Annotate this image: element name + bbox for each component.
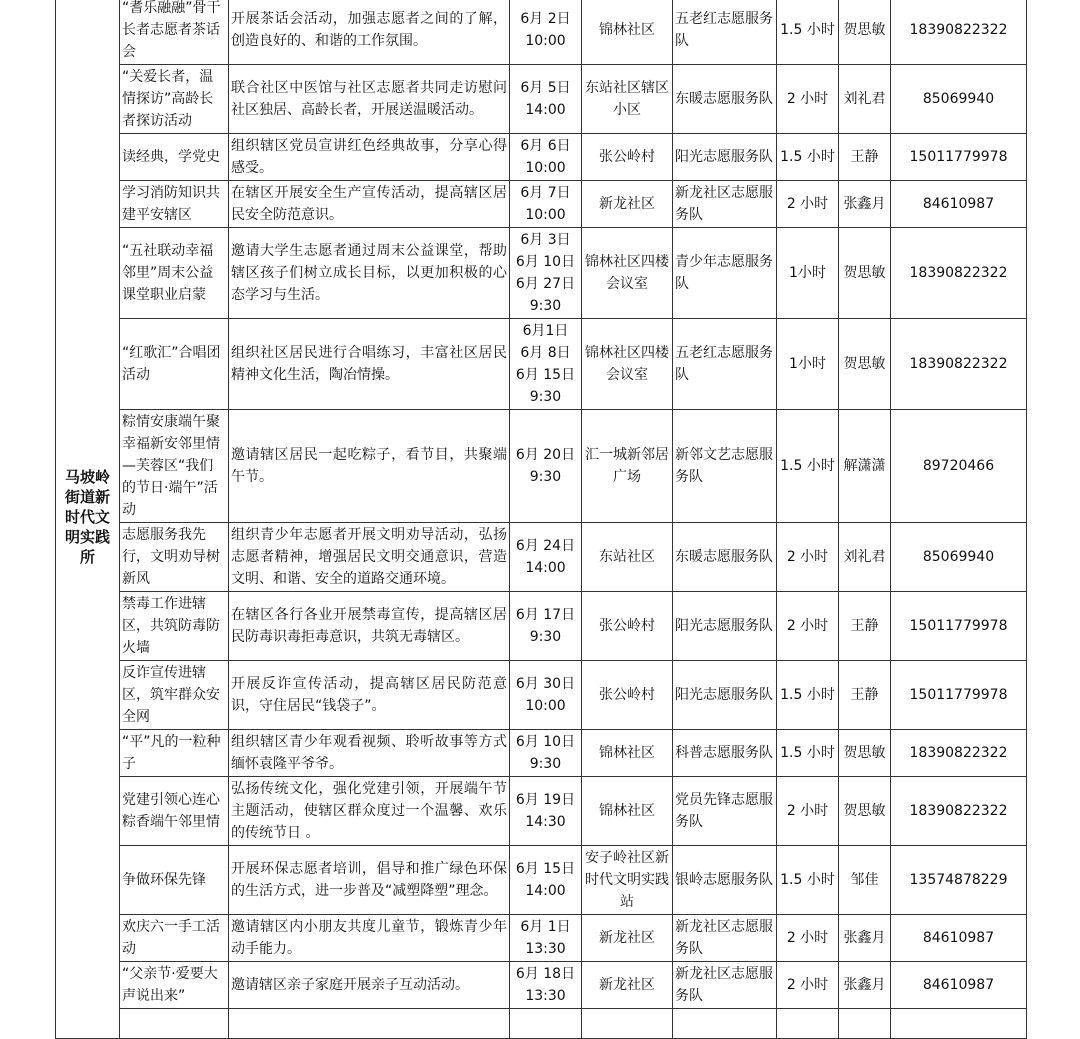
activity-description-cell: 在辖区各行各业开展禁毒宣传，提高辖区居民防毒识毒拒毒意识，共筑无毒辖区。: [229, 592, 510, 661]
contact-person-cell: 解潇潇: [839, 410, 891, 523]
activity-title-cell: “父亲节·爱要大声说出来”: [120, 962, 229, 1009]
contact-phone-cell: 84610987: [891, 181, 1027, 228]
activity-time-cell: 6月 5日 14:00: [510, 65, 582, 134]
activity-description-cell: 邀请辖区亲子家庭开展亲子互动活动。: [229, 962, 510, 1009]
table-row: [56, 962, 1080, 1009]
activity-location-cell: 东站社区辖区小区: [582, 65, 673, 134]
volunteer-team-cell: 阳光志愿服务队: [673, 592, 777, 661]
duration-cell: 1小时: [777, 319, 839, 410]
duration-cell: 1.5 小时: [777, 410, 839, 523]
contact-person-cell: 张鑫月: [839, 181, 891, 228]
activity-title-cell: 争做环保先锋: [120, 846, 229, 915]
activity-title-cell: “平”凡的一粒种子: [120, 730, 229, 777]
contact-phone-cell: 89720466: [891, 410, 1027, 523]
volunteer-team-cell: 新龙社区志愿服务队: [673, 962, 777, 1009]
duration-cell: 2 小时: [777, 962, 839, 1009]
table-row: [56, 65, 1080, 134]
activity-description-cell: 在辖区开展安全生产宣传活动，提高辖区居民安全防范意识。: [229, 181, 510, 228]
contact-phone-cell: 85069940: [891, 65, 1027, 134]
empty-cell: [510, 1009, 582, 1039]
contact-phone-cell: 84610987: [891, 962, 1027, 1009]
activity-title-cell: 志愿服务我先行，文明劝导树新风: [120, 523, 229, 592]
volunteer-team-cell: 党员先锋志愿服务队: [673, 777, 777, 846]
duration-cell: 1.5 小时: [777, 0, 839, 65]
table-row: [56, 777, 1080, 846]
contact-person-cell: 贺思敏: [839, 0, 891, 65]
activity-title-cell: 欢庆六一手工活动: [120, 915, 229, 962]
activity-location-cell: 新龙社区: [582, 962, 673, 1009]
contact-person-cell: 贺思敏: [839, 319, 891, 410]
activity-time-cell: 6月 19日 14:30: [510, 777, 582, 846]
contact-person-cell: 邹佳: [839, 846, 891, 915]
contact-phone-cell: 18390822322: [891, 730, 1027, 777]
activity-location-cell: 锦林社区: [582, 0, 673, 65]
activity-title-cell: 禁毒工作进辖区，共筑防毒防火墙: [120, 592, 229, 661]
empty-cell: [229, 1009, 510, 1039]
table-row: [56, 0, 1080, 65]
activity-location-cell: 汇一城新邻居广场: [582, 410, 673, 523]
table-row: [56, 846, 1080, 915]
volunteer-team-cell: 东暖志愿服务队: [673, 523, 777, 592]
activity-time-cell: 6月 3日 6月 10日 6月 27日 9:30: [510, 228, 582, 319]
volunteer-team-cell: 阳光志愿服务队: [673, 661, 777, 730]
table-row: [56, 134, 1080, 181]
activity-title-cell: “五社联动幸福邻里”周末公益课堂职业启蒙: [120, 228, 229, 319]
activity-time-cell: 6月 24日 14:00: [510, 523, 582, 592]
activity-location-cell: 锦林社区: [582, 777, 673, 846]
activity-description-cell: 邀请大学生志愿者通过周末公益课堂，帮助辖区孩子们树立成长目标，以更加积极的心态学习与生活。: [229, 228, 510, 319]
activity-time-cell: 6月 7日 10:00: [510, 181, 582, 228]
contact-phone-cell: 18390822322: [891, 777, 1027, 846]
duration-cell: 1小时: [777, 228, 839, 319]
contact-phone-cell: 18390822322: [891, 319, 1027, 410]
duration-cell: 2 小时: [777, 523, 839, 592]
activity-title-cell: 粽情安康端午聚幸福新安邻里情—芙蓉区“我们的节日·端午”活动: [120, 410, 229, 523]
table-row: [56, 592, 1080, 661]
activity-title-cell: 读经典，学党史: [120, 134, 229, 181]
contact-phone-cell: 18390822322: [891, 228, 1027, 319]
activity-description-cell: 邀请辖区内小朋友共度儿童节，锻炼青少年动手能力。: [229, 915, 510, 962]
table-row: [56, 523, 1080, 592]
activity-title-cell: 学习消防知识共建平安辖区: [120, 181, 229, 228]
activity-time-cell: 6月 10日 9:30: [510, 730, 582, 777]
table-row: [56, 410, 1080, 523]
duration-cell: 2 小时: [777, 777, 839, 846]
contact-phone-cell: 15011779978: [891, 661, 1027, 730]
activity-time-cell: 6月 6日 10:00: [510, 134, 582, 181]
contact-person-cell: 贺思敏: [839, 730, 891, 777]
empty-cell: [120, 1009, 229, 1039]
activity-title-cell: 反诈宣传进辖区，筑牢群众安全网: [120, 661, 229, 730]
contact-phone-cell: 13574878229: [891, 846, 1027, 915]
contact-person-cell: 贺思敏: [839, 777, 891, 846]
contact-person-cell: 刘礼君: [839, 523, 891, 592]
volunteer-team-cell: 科普志愿服务队: [673, 730, 777, 777]
table-row-partial: [56, 1009, 1080, 1039]
activity-title-cell: “关爱长者，温情探访”高龄长者探访活动: [120, 65, 229, 134]
activity-description-cell: 组织社区居民进行合唱练习，丰富社区居民精神文化生活，陶冶情操。: [229, 319, 510, 410]
table-row: [56, 181, 1080, 228]
empty-cell: [582, 1009, 673, 1039]
activity-location-cell: 新龙社区: [582, 915, 673, 962]
duration-cell: 1.5 小时: [777, 661, 839, 730]
activity-time-cell: 6月1日 6月 8日 6月 15日 9:30: [510, 319, 582, 410]
activity-location-cell: 锦林社区四楼会议室: [582, 319, 673, 410]
activity-description-cell: 组织辖区党员宣讲红色经典故事，分享心得感受。: [229, 134, 510, 181]
activity-title-cell: “红歌汇”合唱团活动: [120, 319, 229, 410]
activity-location-cell: 锦林社区四楼会议室: [582, 228, 673, 319]
table-row: [56, 730, 1080, 777]
activity-table: [55, 0, 1080, 1039]
activity-location-cell: 锦林社区: [582, 730, 673, 777]
contact-phone-cell: 15011779978: [891, 134, 1027, 181]
table-row: [56, 915, 1080, 962]
contact-phone-cell: 18390822322: [891, 0, 1027, 65]
volunteer-team-cell: 新邻文艺志愿服务队: [673, 410, 777, 523]
volunteer-team-cell: 银岭志愿服务队: [673, 846, 777, 915]
table-row: [56, 319, 1080, 410]
contact-person-cell: 贺思敏: [839, 228, 891, 319]
activity-description-cell: 组织青少年志愿者开展文明劝导活动，弘扬志愿者精神，增强居民文明交通意识，营造文明、和谐、安全的道路交通环境。: [229, 523, 510, 592]
activity-description-cell: 开展反诈宣传活动，提高辖区居民防范意识，守住居民“钱袋子”。: [229, 661, 510, 730]
contact-phone-cell: 15011779978: [891, 592, 1027, 661]
empty-cell: [673, 1009, 777, 1039]
activity-time-cell: 6月 17日 9:30: [510, 592, 582, 661]
activity-description-cell: 联合社区中医馆与社区志愿者共同走访慰问社区独居、高龄长者，开展送温暖活动。: [229, 65, 510, 134]
volunteer-team-cell: 阳光志愿服务队: [673, 134, 777, 181]
activity-description-cell: 组织辖区青少年观看视频、聆听故事等方式缅怀袁隆平爷爷。: [229, 730, 510, 777]
empty-cell: [839, 1009, 891, 1039]
activity-time-cell: 6月 2日 10:00: [510, 0, 582, 65]
activity-description-cell: 开展茶话会活动，加强志愿者之间的了解，创造良好的、和谐的工作氛围。: [229, 0, 510, 65]
activity-location-cell: 张公岭村: [582, 592, 673, 661]
duration-cell: 2 小时: [777, 592, 839, 661]
activity-description-cell: 邀请辖区居民一起吃粽子，看节目，共聚端午节。: [229, 410, 510, 523]
activity-location-cell: 张公岭村: [582, 134, 673, 181]
volunteer-team-cell: 新龙社区志愿服务队: [673, 915, 777, 962]
activity-title-cell: “耆乐融融”骨干长者志愿者茶话会: [120, 0, 229, 65]
activity-time-cell: 6月 18日 13:30: [510, 962, 582, 1009]
volunteer-team-cell: 五老红志愿服务队: [673, 0, 777, 65]
duration-cell: 1.5 小时: [777, 730, 839, 777]
volunteer-team-cell: 东暖志愿服务队: [673, 65, 777, 134]
contact-phone-cell: 85069940: [891, 523, 1027, 592]
table-row: [56, 228, 1080, 319]
activity-title-cell: 党建引领心连心粽香端午邻里情: [120, 777, 229, 846]
volunteer-team-cell: 青少年志愿服务队: [673, 228, 777, 319]
contact-person-cell: 王静: [839, 592, 891, 661]
contact-person-cell: 张鑫月: [839, 915, 891, 962]
activity-time-cell: 6月 15日 14:00: [510, 846, 582, 915]
activity-time-cell: 6月 20日 9:30: [510, 410, 582, 523]
activity-location-cell: 东站社区: [582, 523, 673, 592]
volunteer-team-cell: 新龙社区志愿服务队: [673, 181, 777, 228]
activity-location-cell: 安子岭社区新时代文明实践站: [582, 846, 673, 915]
activity-description-cell: 开展环保志愿者培训，倡导和推广绿色环保的生活方式，进一步普及“减塑降塑”理念。: [229, 846, 510, 915]
empty-cell: [891, 1009, 1027, 1039]
organizer-cell: 马坡岭街道新时代文明实践所: [56, 0, 120, 1039]
contact-person-cell: 张鑫月: [839, 962, 891, 1009]
activity-time-cell: 6月 1日 13:30: [510, 915, 582, 962]
contact-person-cell: 王静: [839, 661, 891, 730]
contact-person-cell: 刘礼君: [839, 65, 891, 134]
activity-location-cell: 张公岭村: [582, 661, 673, 730]
activity-location-cell: 新龙社区: [582, 181, 673, 228]
duration-cell: 2 小时: [777, 181, 839, 228]
duration-cell: 2 小时: [777, 915, 839, 962]
volunteer-team-cell: 五老红志愿服务队: [673, 319, 777, 410]
contact-person-cell: 王静: [839, 134, 891, 181]
empty-cell: [777, 1009, 839, 1039]
duration-cell: 2 小时: [777, 65, 839, 134]
duration-cell: 1.5 小时: [777, 846, 839, 915]
activity-table-body: [56, 0, 1080, 1039]
activity-description-cell: 弘扬传统文化，强化党建引领，开展端午节主题活动，使辖区群众度过一个温馨、欢乐的传统节日 。: [229, 777, 510, 846]
contact-phone-cell: 84610987: [891, 915, 1027, 962]
table-row: [56, 661, 1080, 730]
activity-time-cell: 6月 30日 10:00: [510, 661, 582, 730]
duration-cell: 1.5 小时: [777, 134, 839, 181]
